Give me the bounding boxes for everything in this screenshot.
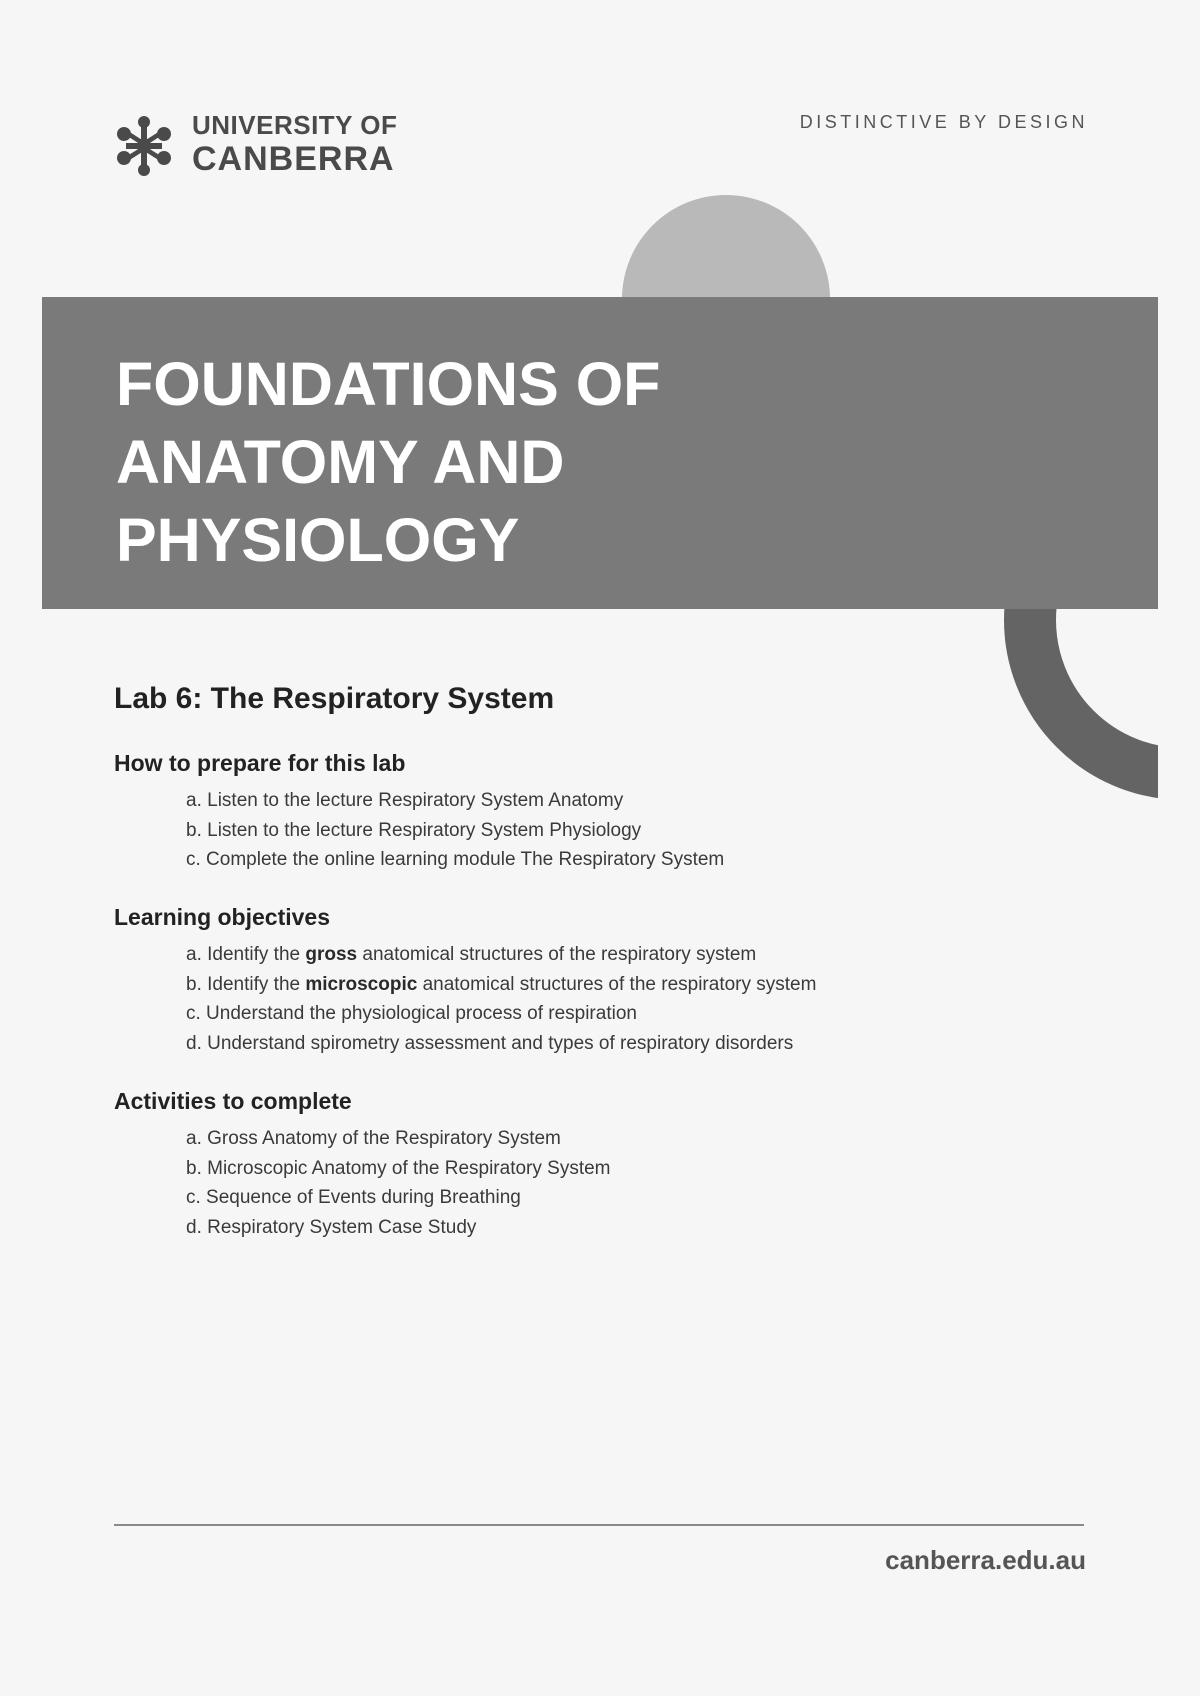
page-edge-mask	[1158, 0, 1200, 1696]
course-title-line-1: FOUNDATIONS OF	[116, 350, 661, 418]
list-item: b. Listen to the lecture Respiratory System Physiology	[186, 819, 642, 841]
list-item	[186, 999, 816, 1029]
item-emphasis: gross	[305, 944, 358, 965]
section-heading-prepare: How to prepare for this lab	[114, 750, 406, 776]
activities-list	[186, 1124, 611, 1242]
item-emphasis: microscopic	[305, 973, 418, 995]
list-item: d. Respiratory System Case Study	[186, 1216, 477, 1238]
list-item	[186, 1029, 816, 1059]
university-logo	[114, 112, 404, 182]
course-title	[116, 345, 660, 579]
canberra-logo-mark-icon	[114, 116, 174, 176]
tagline: DISTINCTIVE BY DESIGN	[799, 112, 1088, 132]
item-text: b. Identify the	[186, 973, 306, 995]
list-item: a. Listen to the lecture Respiratory System Anatomy	[186, 790, 624, 811]
course-title-line-2: ANATOMY AND	[116, 428, 565, 496]
item-text: anatomical structures of the respiratory system	[417, 973, 817, 995]
item-text: a. Identify the	[186, 944, 306, 965]
footer-divider	[114, 1524, 1084, 1526]
title-banner	[42, 297, 1158, 609]
item-text: d. Understand spirometry assessment and types of respiratory disorders	[186, 1032, 794, 1054]
section-heading-activities: Activities to complete	[114, 1088, 352, 1114]
item-text: anatomical structures of the respiratory system	[357, 944, 757, 965]
course-title-line-3: PHYSIOLOGY	[116, 506, 520, 574]
prepare-list	[186, 786, 724, 875]
list-item: c. Complete the online learning module The Respiratory System	[186, 849, 725, 870]
logo-line-2: CANBERRA	[192, 140, 395, 178]
list-item	[186, 970, 816, 1000]
logo-line-1: UNIVERSITY OF	[192, 110, 398, 140]
footer-website[interactable]: canberra.edu.au	[885, 1545, 1086, 1575]
list-item	[186, 940, 816, 970]
objectives-list	[186, 940, 816, 1058]
list-item: c. Sequence of Events during Breathing	[186, 1187, 521, 1208]
lab-title: Lab 6: The Respiratory System	[114, 682, 555, 715]
item-text: c. Understand the physiological process of respiration	[186, 1003, 637, 1024]
logo-wordmark	[192, 112, 397, 176]
section-heading-objectives: Learning objectives	[114, 904, 331, 930]
list-item: a. Gross Anatomy of the Respiratory System	[186, 1128, 561, 1149]
list-item: b. Microscopic Anatomy of the Respiratory System	[186, 1157, 611, 1179]
